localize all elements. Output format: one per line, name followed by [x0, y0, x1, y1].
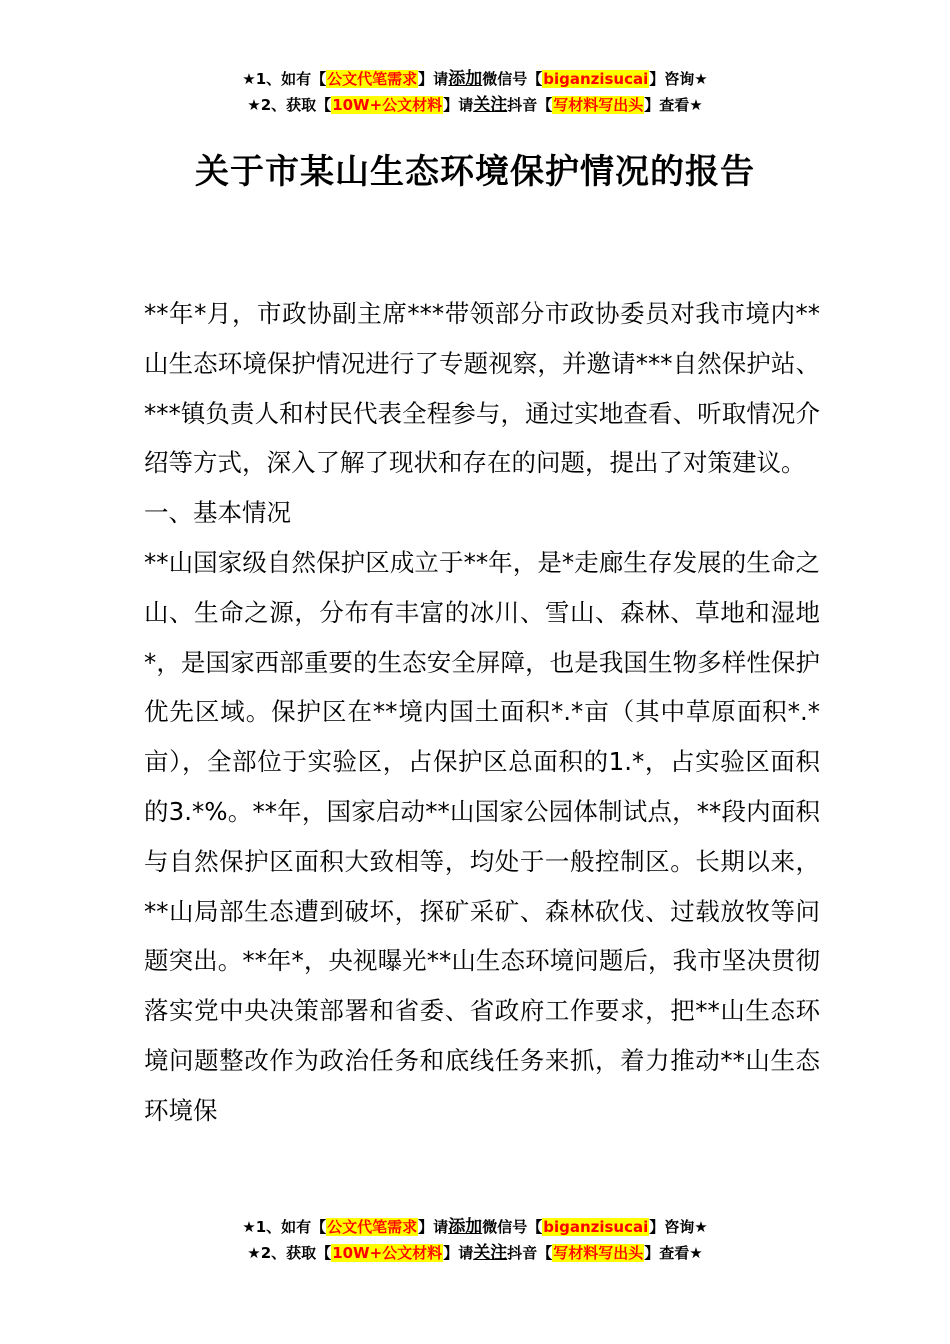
banner-emphasis: 关注: [473, 1243, 508, 1263]
banner-text: ★2、获取【: [247, 96, 332, 114]
banner-text: 】咨询★: [649, 1218, 708, 1236]
header-banner: [0, 66, 950, 118]
banner-text: ★1、如有【: [242, 1218, 327, 1236]
section-heading: 一、基本情况: [144, 498, 291, 528]
banner-line-2: [0, 1240, 950, 1266]
banner-highlight: 公文代笔需求: [327, 70, 418, 88]
banner-highlight: biganzisucai: [543, 1218, 649, 1236]
banner-highlight: 写材料写出头: [553, 1244, 644, 1262]
banner-text: 抖音【: [507, 96, 553, 114]
document-body: [144, 289, 820, 1136]
banner-text: 】请: [443, 1244, 474, 1262]
banner-emphasis: 关注: [473, 95, 508, 115]
banner-line-2: [0, 92, 950, 118]
banner-text: 】请: [418, 70, 449, 88]
banner-text: 】查看★: [644, 1244, 703, 1262]
banner-highlight: 10W+公文材料: [332, 96, 443, 114]
document-title: 关于市某山生态环境保护情况的报告: [195, 152, 755, 192]
banner-text: 微信号【: [482, 1218, 543, 1236]
banner-text: 抖音【: [507, 1244, 553, 1262]
paragraph-intro: **年*月，市政协副主席***带领部分市政协委员对我市境内**山生态环境保护情况进行了专题视察，并邀请***自然保护站、***镇负责人和村民代表全程参与，通过实地查看、听取情况介绍等方式，深入了解了现状和存在的问题，提出了对策建议。: [144, 299, 820, 478]
banner-text: 】请: [443, 96, 474, 114]
banner-line-1: [0, 1214, 950, 1240]
banner-highlight: 公文代笔需求: [327, 1218, 418, 1236]
banner-text: 】请: [418, 1218, 449, 1236]
banner-emphasis: 添加: [448, 1217, 483, 1237]
banner-highlight: biganzisucai: [543, 70, 649, 88]
banner-highlight: 写材料写出头: [553, 96, 644, 114]
banner-text: 】咨询★: [649, 70, 708, 88]
banner-emphasis: 添加: [448, 69, 483, 89]
banner-text: 微信号【: [482, 70, 543, 88]
footer-banner: [0, 1214, 950, 1266]
banner-line-1: [0, 66, 950, 92]
banner-text: ★2、获取【: [247, 1244, 332, 1262]
banner-text: 】查看★: [644, 96, 703, 114]
banner-highlight: 10W+公文材料: [332, 1244, 443, 1262]
paragraph-basic-situation: **山国家级自然保护区成立于**年，是*走廊生存发展的生命之山、生命之源，分布有丰富的冰川、雪山、森林、草地和湿地*，是国家西部重要的生态安全屏障，也是我国生物多样性保护优先区域。保护区在**境内国土面积*.*亩（其中草原面积*.*亩），全部位于实验区，占保护区总面积的1.*，占实验区面积的3.*%。**年，国家启动**山国家公园体制试点，**段内面积与自然保护区面积大致相等，均处于一般控制区。长期以来，**山局部生态遭到破坏，探矿采矿、森林砍伐、过载放牧等问题突出。**年*，央视曝光**山生态环境问题后，我市坚决贯彻落实党中央决策部署和省委、省政府工作要求，把**山生态环境问题整改作为政治任务和底线任务来抓，着力推动**山生态环境保: [144, 547, 820, 1125]
banner-text: ★1、如有【: [242, 70, 327, 88]
